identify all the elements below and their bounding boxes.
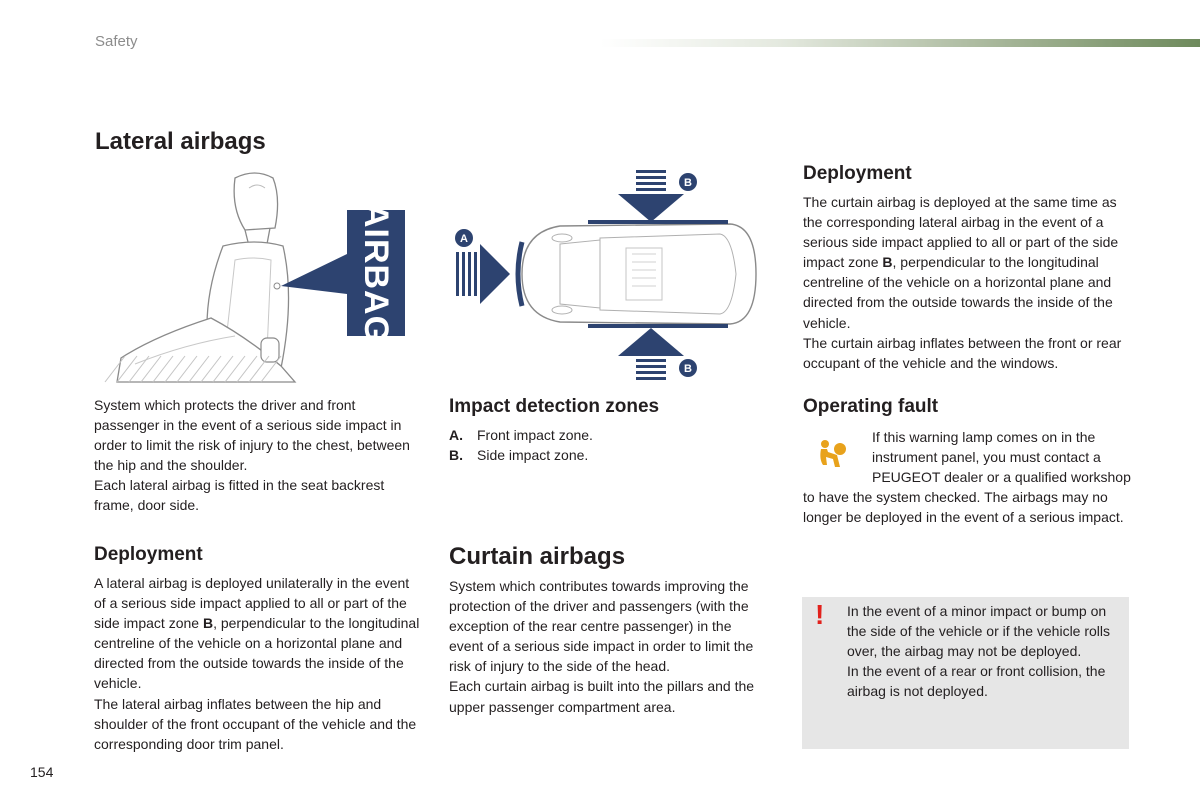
curtain-deployment-heading: Deployment <box>803 163 912 184</box>
impact-zones-list <box>449 425 749 465</box>
warning-text-p1: In the event of a minor impact or bump on the side of the vehicle or if the vehicle rolls over, the airbag may not be deployed. <box>847 603 1111 660</box>
lateral-description <box>94 395 424 516</box>
badge-a-text: A <box>460 233 468 245</box>
operating-fault-heading: Operating fault <box>803 396 939 417</box>
list-item <box>449 425 749 445</box>
side-impact-arrow-bottom <box>618 328 684 380</box>
lateral-deployment-p2: The lateral airbag inflates between the hip and shoulder of the front occupant of the vehicle and the corresponding door trim panel. <box>94 695 417 752</box>
curtain-deployment-p1: The curtain airbag is deployed at the same time as the corresponding lateral airbag in the event of a serious side impact applied to all or part of the side impact zone B, perpendicular to the longitudinal centreline of the vehicle on a horizontal plane and directed from the outside towards the inside of the vehicle. <box>803 194 1119 331</box>
curtain-deployment-p2: The curtain airbag inflates between the front or rear occupant of the vehicle and the windows. <box>803 334 1122 371</box>
impact-zones-diagram <box>450 164 770 384</box>
curtain-description-p1: System which contributes towards improving the protection of the driver and passengers (with the exception of the rear centre passenger) in the event of a serious side impact in order to limit the risk of injury to the side of the head. <box>449 578 754 675</box>
lateral-description-p2: Each lateral airbag is fitted in the seat backrest frame, door side. <box>94 477 385 514</box>
list-item <box>449 445 749 465</box>
lateral-deployment-p1: A lateral airbag is deployed unilaterally in the event of a serious side impact applied to all or part of the side impact zone B, perpendicular to the longitudinal centreline of the vehicle on a horizontal plane and directed from the outside towards the inside of the vehicle. <box>94 575 420 692</box>
zone-b-ref: B <box>202 615 214 632</box>
warning-exclamation-icon: ! <box>815 599 825 630</box>
lateral-deployment-heading: Deployment <box>94 544 203 565</box>
curtain-description-p2: Each curtain airbag is built into the pillars and the upper passenger compartment area. <box>449 678 755 715</box>
airbag-label: AIRBAG <box>357 202 395 344</box>
lateral-deployment-text <box>94 573 422 754</box>
impact-zones-heading: Impact detection zones <box>449 396 660 417</box>
operating-fault-text <box>803 427 1131 527</box>
header-rule <box>600 39 1200 47</box>
seat-airbag-illustration <box>95 168 415 384</box>
badge-b-top-text: B <box>684 177 692 189</box>
front-impact-arrow <box>456 244 510 304</box>
lateral-description-p1: System which protects the driver and front passenger in the event of a serious side impact in order to limit the risk of injury to the chest, between the hip and the shoulder. <box>94 397 410 474</box>
lateral-airbags-title: Lateral airbags <box>95 128 266 155</box>
warning-text-p2: In the event of a rear or front collision, the airbag is not deployed. <box>847 663 1106 700</box>
curtain-deployment-text <box>803 192 1129 373</box>
curtain-description <box>449 576 765 717</box>
badge-b-bottom-text: B <box>684 363 692 375</box>
operating-fault-body: If this warning lamp comes on in the instrument panel, you must contact a PEUGEOT dealer or a qualified workshop to have the system checked. The airbags may no longer be deployed in the event of a serious impact. <box>803 429 1131 526</box>
side-impact-arrow-top <box>618 170 684 222</box>
zone-key: A. <box>449 427 463 443</box>
warning-text <box>847 601 1125 701</box>
page-number: 154 <box>30 764 54 780</box>
curtain-airbags-title: Curtain airbags <box>449 543 626 570</box>
zone-text: Side impact zone. <box>477 447 589 463</box>
zone-text: Front impact zone. <box>477 427 593 443</box>
section-label: Safety <box>95 33 138 50</box>
zone-key: B. <box>449 447 463 463</box>
zone-b-ref: B <box>882 254 893 271</box>
